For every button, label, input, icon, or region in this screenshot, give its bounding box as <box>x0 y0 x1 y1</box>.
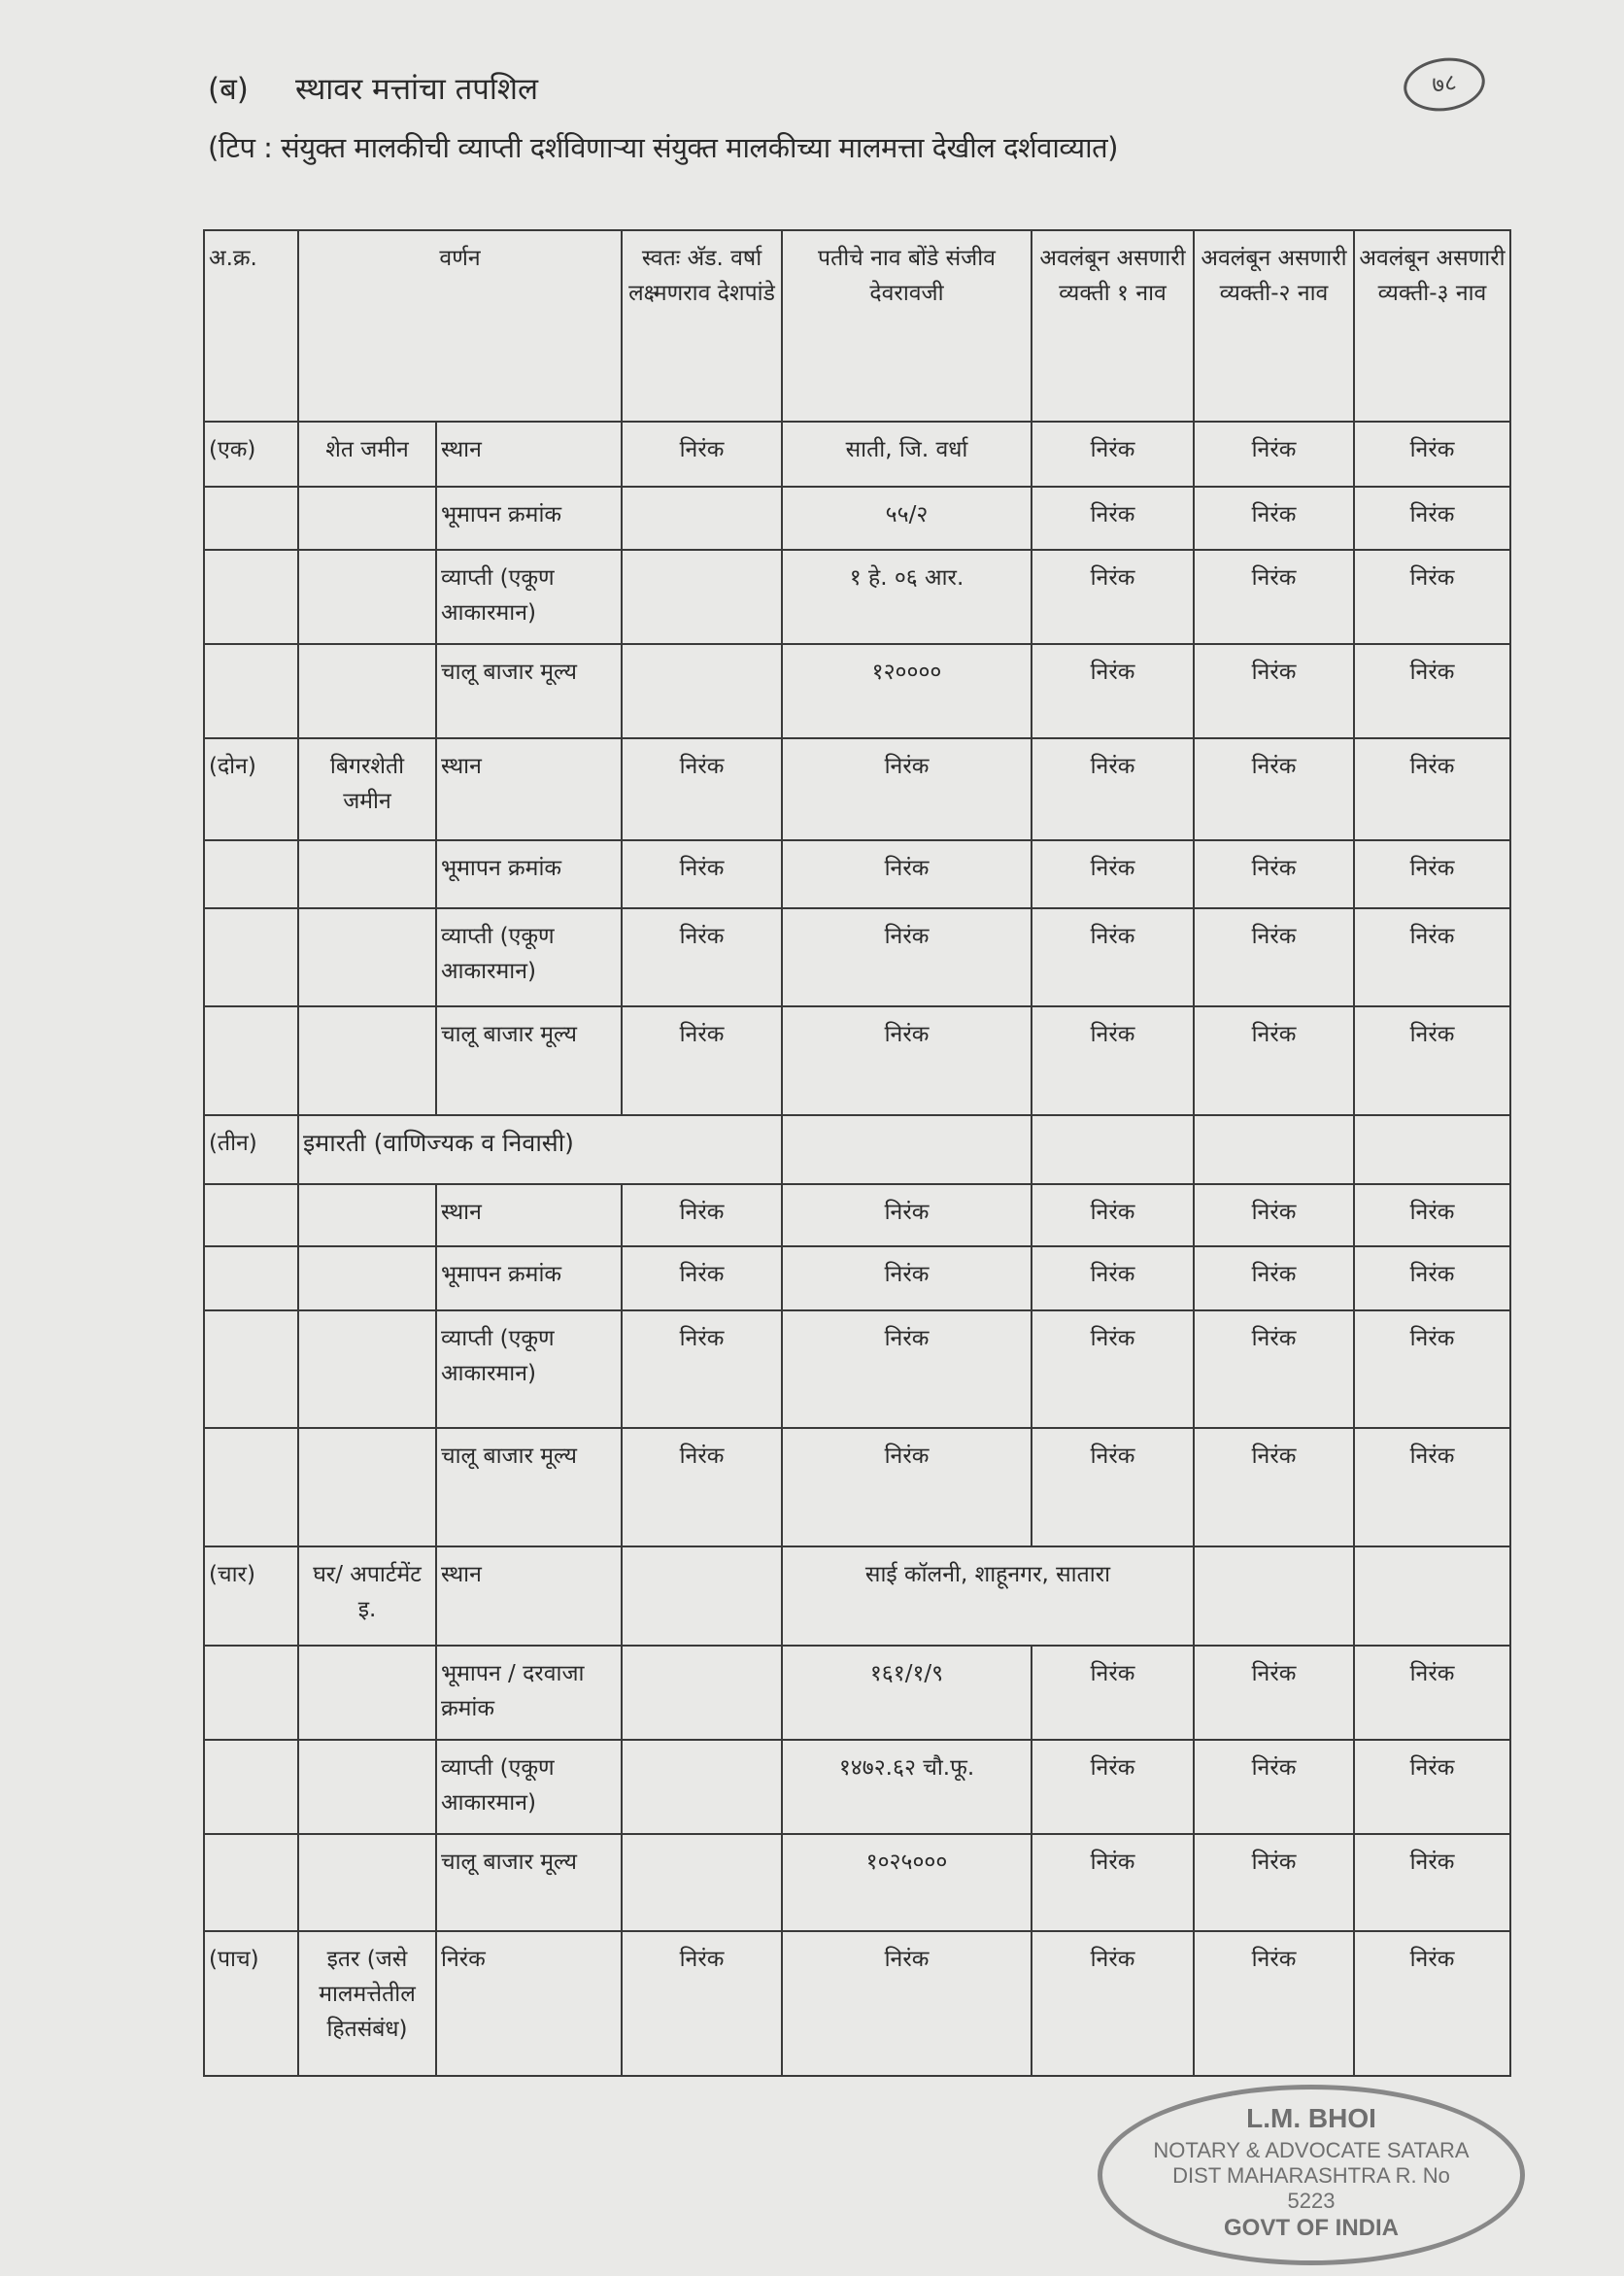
cell-self <box>622 550 782 644</box>
cell-dependent-2: निरंक <box>1194 840 1354 908</box>
cell-dependent-2: निरंक <box>1194 1834 1354 1931</box>
table-row <box>204 1646 1510 1740</box>
cell-sub-description: चालू बाजार मूल्य <box>436 1428 622 1546</box>
table-row <box>204 1184 1510 1246</box>
cell-dependent-1: निरंक <box>1032 738 1194 840</box>
cell-spouse: निरंक <box>782 738 1032 840</box>
cell-spouse: निरंक <box>782 1006 1032 1115</box>
cell-dependent-3: निरंक <box>1354 738 1510 840</box>
cell-category <box>298 1246 436 1310</box>
cell-dependent-1 <box>1032 1115 1194 1184</box>
cell-self: निरंक <box>622 1246 782 1310</box>
cell-spouse: १०२५००० <box>782 1834 1032 1931</box>
cell-dependent-1: निरंक <box>1032 487 1194 550</box>
cell-serial <box>204 1246 298 1310</box>
cell-dependent-2: निरंक <box>1194 487 1354 550</box>
cell-self: निरंक <box>622 908 782 1006</box>
cell-spouse: निरंक <box>782 908 1032 1006</box>
cell-serial: (तीन) <box>204 1115 298 1184</box>
cell-serial <box>204 1310 298 1428</box>
cell-dependent-3: निरंक <box>1354 550 1510 644</box>
cell-sub-description: चालू बाजार मूल्य <box>436 644 622 738</box>
cell-sub-description: स्थान <box>436 1546 622 1646</box>
cell-spouse: साती, जि. वर्धा <box>782 422 1032 487</box>
table-row <box>204 1115 1510 1184</box>
header-description: वर्णन <box>298 230 622 422</box>
cell-dependent-1: निरंक <box>1032 1834 1194 1931</box>
cell-self: निरंक <box>622 738 782 840</box>
cell-sub-description: भूमापन / दरवाजा क्रमांक <box>436 1646 622 1740</box>
cell-self: निरंक <box>622 1310 782 1428</box>
cell-serial <box>204 1428 298 1546</box>
cell-dependent-2: निरंक <box>1194 908 1354 1006</box>
cell-category <box>298 1646 436 1740</box>
cell-dependent-3 <box>1354 1546 1510 1646</box>
table-row <box>204 1006 1510 1115</box>
page-number: ७८ <box>1401 52 1489 116</box>
cell-dependent-2: निरंक <box>1194 1428 1354 1546</box>
cell-dependent-3: निरंक <box>1354 908 1510 1006</box>
cell-sub-description: चालू बाजार मूल्य <box>436 1006 622 1115</box>
cell-dependent-1: निरंक <box>1032 1428 1194 1546</box>
cell-self: निरंक <box>622 1006 782 1115</box>
section-title: स्थावर मत्तांचा तपशिल <box>295 72 539 107</box>
header-dependent-3: अवलंबून असणारी व्यक्ती-३ नाव <box>1354 230 1510 422</box>
cell-spouse: ५५/२ <box>782 487 1032 550</box>
cell-dependent-2: निरंक <box>1194 1646 1354 1740</box>
cell-serial <box>204 1834 298 1931</box>
header-row <box>204 230 1510 422</box>
cell-spouse: निरंक <box>782 1931 1032 2076</box>
cell-serial <box>204 487 298 550</box>
cell-dependent-2: निरंक <box>1194 422 1354 487</box>
table-row <box>204 1310 1510 1428</box>
section-heading <box>208 68 538 109</box>
cell-dependent-1: निरंक <box>1032 840 1194 908</box>
cell-dependent-2 <box>1194 1546 1354 1646</box>
cell-category <box>298 1428 436 1546</box>
cell-dependent-2: निरंक <box>1194 1246 1354 1310</box>
header-spouse: पतीचे नाव बोंडे संजीव देवरावजी <box>782 230 1032 422</box>
cell-self <box>622 1740 782 1834</box>
cell-dependent-3: निरंक <box>1354 1184 1510 1246</box>
stamp-govt: GOVT OF INDIA <box>1224 2215 1399 2241</box>
notary-stamp <box>1098 2085 1525 2265</box>
header-dependent-2: अवलंबून असणारी व्यक्ती-२ नाव <box>1194 230 1354 422</box>
cell-self: निरंक <box>622 422 782 487</box>
cell-serial: (एक) <box>204 422 298 487</box>
cell-sub-description: भूमापन क्रमांक <box>436 487 622 550</box>
cell-serial <box>204 1184 298 1246</box>
cell-dependent-2: निरंक <box>1194 1931 1354 2076</box>
cell-dependent-1: निरंक <box>1032 1931 1194 2076</box>
cell-spouse: निरंक <box>782 1184 1032 1246</box>
cell-spouse: निरंक <box>782 1428 1032 1546</box>
cell-spouse: १२०००० <box>782 644 1032 738</box>
cell-serial <box>204 840 298 908</box>
cell-category <box>298 908 436 1006</box>
cell-dependent-1: निरंक <box>1032 422 1194 487</box>
cell-dependent-3: निरंक <box>1354 487 1510 550</box>
table-row <box>204 1931 1510 2076</box>
immovable-assets-table <box>203 229 1511 2077</box>
table-row <box>204 644 1510 738</box>
cell-sub-description: स्थान <box>436 738 622 840</box>
cell-dependent-1: निरंक <box>1032 1740 1194 1834</box>
cell-dependent-1: निरंक <box>1032 1646 1194 1740</box>
cell-dependent-1: निरंक <box>1032 1006 1194 1115</box>
table-row <box>204 550 1510 644</box>
cell-spouse: १ हे. ०६ आर. <box>782 550 1032 644</box>
cell-dependent-3: निरंक <box>1354 1740 1510 1834</box>
table-row <box>204 422 1510 487</box>
cell-dependent-2: निरंक <box>1194 1006 1354 1115</box>
header-serial: अ.क्र. <box>204 230 298 422</box>
cell-self: निरंक <box>622 1931 782 2076</box>
cell-dependent-3: निरंक <box>1354 1931 1510 2076</box>
cell-dependent-1: निरंक <box>1032 908 1194 1006</box>
table-row <box>204 840 1510 908</box>
table-row <box>204 1246 1510 1310</box>
cell-sub-description: स्थान <box>436 1184 622 1246</box>
cell-dependent-3: निरंक <box>1354 1834 1510 1931</box>
cell-category <box>298 1310 436 1428</box>
table-row <box>204 1546 1510 1646</box>
cell-category <box>298 550 436 644</box>
cell-dependent-2: निरंक <box>1194 644 1354 738</box>
cell-category: इमारती (वाणिज्यक व निवासी) <box>298 1115 782 1184</box>
cell-spouse: साई कॉलनी, शाहूनगर, सातारा <box>782 1546 1194 1646</box>
cell-category: घर/ अपार्टमेंट इ. <box>298 1546 436 1646</box>
cell-serial: (दोन) <box>204 738 298 840</box>
cell-spouse: १६१/१/९ <box>782 1646 1032 1740</box>
cell-dependent-2: निरंक <box>1194 1184 1354 1246</box>
cell-category: इतर (जसे मालमत्तेतील हितसंबंध) <box>298 1931 436 2076</box>
cell-category <box>298 840 436 908</box>
cell-self: निरंक <box>622 840 782 908</box>
cell-self <box>622 644 782 738</box>
cell-dependent-2: निरंक <box>1194 738 1354 840</box>
cell-spouse: १४७२.६२ चौ.फू. <box>782 1740 1032 1834</box>
cell-dependent-3: निरंक <box>1354 1310 1510 1428</box>
cell-serial <box>204 1006 298 1115</box>
table-row <box>204 1834 1510 1931</box>
header-self: स्वतः अ‍ॅड. वर्षा लक्ष्मणराव देशपांडे <box>622 230 782 422</box>
cell-spouse <box>782 1115 1032 1184</box>
cell-serial <box>204 908 298 1006</box>
table-row <box>204 908 1510 1006</box>
cell-sub-description: स्थान <box>436 422 622 487</box>
cell-sub-description: भूमापन क्रमांक <box>436 840 622 908</box>
cell-self <box>622 1546 782 1646</box>
cell-dependent-3: निरंक <box>1354 1428 1510 1546</box>
cell-serial <box>204 550 298 644</box>
cell-dependent-2: निरंक <box>1194 550 1354 644</box>
cell-dependent-1: निरंक <box>1032 1184 1194 1246</box>
table-row <box>204 738 1510 840</box>
cell-category <box>298 1834 436 1931</box>
cell-self: निरंक <box>622 1184 782 1246</box>
cell-sub-description: चालू बाजार मूल्य <box>436 1834 622 1931</box>
table-row <box>204 487 1510 550</box>
cell-dependent-3: निरंक <box>1354 1006 1510 1115</box>
cell-self <box>622 1834 782 1931</box>
cell-dependent-3: निरंक <box>1354 840 1510 908</box>
stamp-lines: NOTARY & ADVOCATE SATARA DIST MAHARASHTRA R. No 5223 <box>1153 2138 1470 2213</box>
cell-dependent-1: निरंक <box>1032 1310 1194 1428</box>
cell-dependent-3 <box>1354 1115 1510 1184</box>
cell-category <box>298 1184 436 1246</box>
section-note: (टिप : संयुक्त मालकीची व्याप्ती दर्शविणाऱ्या संयुक्त मालकीच्या मालमत्ता देखील दर्शवाव्यात) <box>208 131 1118 164</box>
cell-serial <box>204 1740 298 1834</box>
cell-spouse: निरंक <box>782 1246 1032 1310</box>
cell-dependent-3: निरंक <box>1354 1646 1510 1740</box>
cell-sub-description: भूमापन क्रमांक <box>436 1246 622 1310</box>
cell-serial: (पाच) <box>204 1931 298 2076</box>
cell-category <box>298 644 436 738</box>
cell-sub-description: व्याप्ती (एकूण आकारमान) <box>436 1740 622 1834</box>
cell-self: निरंक <box>622 1428 782 1546</box>
header-dependent-1: अवलंबून असणारी व्यक्ती १ नाव <box>1032 230 1194 422</box>
table-row <box>204 1428 1510 1546</box>
cell-dependent-3: निरंक <box>1354 422 1510 487</box>
cell-dependent-1: निरंक <box>1032 1246 1194 1310</box>
cell-dependent-1: निरंक <box>1032 644 1194 738</box>
cell-serial <box>204 644 298 738</box>
cell-sub-description: व्याप्ती (एकूण आकारमान) <box>436 1310 622 1428</box>
cell-self <box>622 487 782 550</box>
section-label: (ब) <box>208 72 249 107</box>
cell-category <box>298 1006 436 1115</box>
cell-dependent-3: निरंक <box>1354 644 1510 738</box>
cell-sub-description: व्याप्ती (एकूण आकारमान) <box>436 908 622 1006</box>
cell-dependent-2 <box>1194 1115 1354 1184</box>
table-row <box>204 1740 1510 1834</box>
cell-dependent-1: निरंक <box>1032 550 1194 644</box>
cell-spouse: निरंक <box>782 840 1032 908</box>
stamp-name: L.M. BHOI <box>1246 2103 1376 2133</box>
cell-sub-description: व्याप्ती (एकूण आकारमान) <box>436 550 622 644</box>
cell-serial: (चार) <box>204 1546 298 1646</box>
cell-serial <box>204 1646 298 1740</box>
cell-sub-description: निरंक <box>436 1931 622 2076</box>
cell-category <box>298 1740 436 1834</box>
cell-spouse: निरंक <box>782 1310 1032 1428</box>
cell-dependent-2: निरंक <box>1194 1310 1354 1428</box>
cell-category: शेत जमीन <box>298 422 436 487</box>
cell-self <box>622 1646 782 1740</box>
cell-dependent-3: निरंक <box>1354 1246 1510 1310</box>
cell-dependent-2: निरंक <box>1194 1740 1354 1834</box>
cell-category: बिगरशेती जमीन <box>298 738 436 840</box>
cell-category <box>298 487 436 550</box>
